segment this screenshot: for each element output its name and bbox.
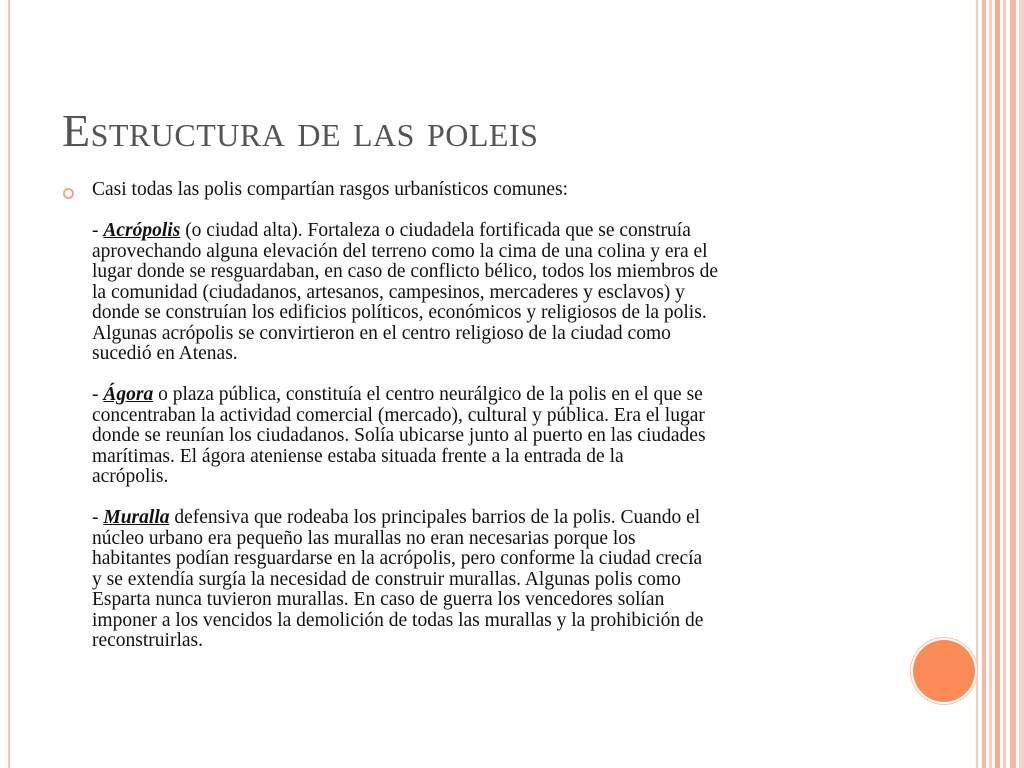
section-prefix: -: [92, 384, 104, 405]
section-line: imponer a los vencidos la demolición de todas las murallas y la prohibición de: [92, 609, 704, 631]
section-prefix: -: [92, 220, 104, 241]
section-text: (o ciudad alta). Fortaleza o ciudadela fortificada que se construía: [180, 220, 691, 241]
section-agora: [92, 385, 892, 488]
slide-body: [92, 180, 892, 652]
term-muralla: Muralla: [103, 507, 170, 528]
section-acropolis: [92, 221, 892, 365]
right-stripe: [989, 0, 992, 768]
section-text: defensiva que rodeaba los principales barrios de la polis. Cuando el: [169, 507, 701, 528]
section-line: acrópolis.: [92, 466, 169, 487]
section-line: marítimas. El ágora ateniense estaba situada frente a la entrada de la: [92, 445, 624, 467]
section-line: reconstruirlas.: [92, 630, 204, 651]
section-line: habitantes podían resguardarse en la acrópolis, pero conforme la ciudad crecía: [92, 548, 703, 569]
section-line: Esparta nunca tuvieron murallas. En caso de guerra los vencedores solían: [92, 589, 665, 610]
section-text: o plaza pública, constituía el centro neurálgico de la polis en el que se: [153, 384, 703, 405]
section-line: [92, 221, 892, 242]
section-line: núcleo urbano era pequeño las murallas no eran necesarias porque los: [92, 527, 636, 549]
section-line: [92, 385, 892, 406]
section-muralla: [92, 508, 892, 652]
intro-text: Casi todas las polis compartían rasgos urbanísticos comunes:: [92, 179, 569, 200]
left-border-line: [8, 0, 10, 768]
right-stripe: [982, 0, 986, 768]
section-line: sucedió en Atenas.: [92, 343, 238, 364]
term-agora: Ágora: [103, 384, 154, 405]
right-stripe: [995, 0, 1000, 768]
section-line: Algunas acrópolis se convirtieron en el centro religioso de la ciudad como: [92, 322, 671, 344]
section-line: lugar donde se resguardaban, en caso de conflicto bélico, todos los miembros de: [92, 261, 718, 282]
right-stripe: [1019, 0, 1024, 768]
section-line: y se extendía surgía la necesidad de construir murallas. Algunas polis como: [92, 568, 681, 590]
slide-title: Estructura de las poleis: [62, 105, 539, 156]
orange-circle-icon: [913, 640, 975, 702]
right-stripe: [976, 0, 978, 768]
right-stripe: [1010, 0, 1016, 768]
section-line: concentraban la actividad comercial (mercado), cultural y pública. Era el lugar: [92, 404, 705, 426]
right-stripe: [1003, 0, 1006, 768]
section-line: aprovechando alguna elevación del terreno como la cima de una colina y era el: [92, 240, 708, 262]
section-line: [92, 508, 892, 529]
term-acropolis: Acrópolis: [103, 220, 181, 241]
section-line: la comunidad (ciudadanos, artesanos, campesinos, mercaderes y esclavos) y: [92, 281, 685, 303]
section-prefix: -: [92, 507, 104, 528]
hollow-circle-bullet-icon: [63, 188, 74, 199]
section-line: donde se construían los edificios políticos, económicos y religiosos de la polis.: [92, 302, 707, 323]
section-line: donde se reunían los ciudadanos. Solía ubicarse junto al puerto en las ciudades: [92, 425, 706, 446]
